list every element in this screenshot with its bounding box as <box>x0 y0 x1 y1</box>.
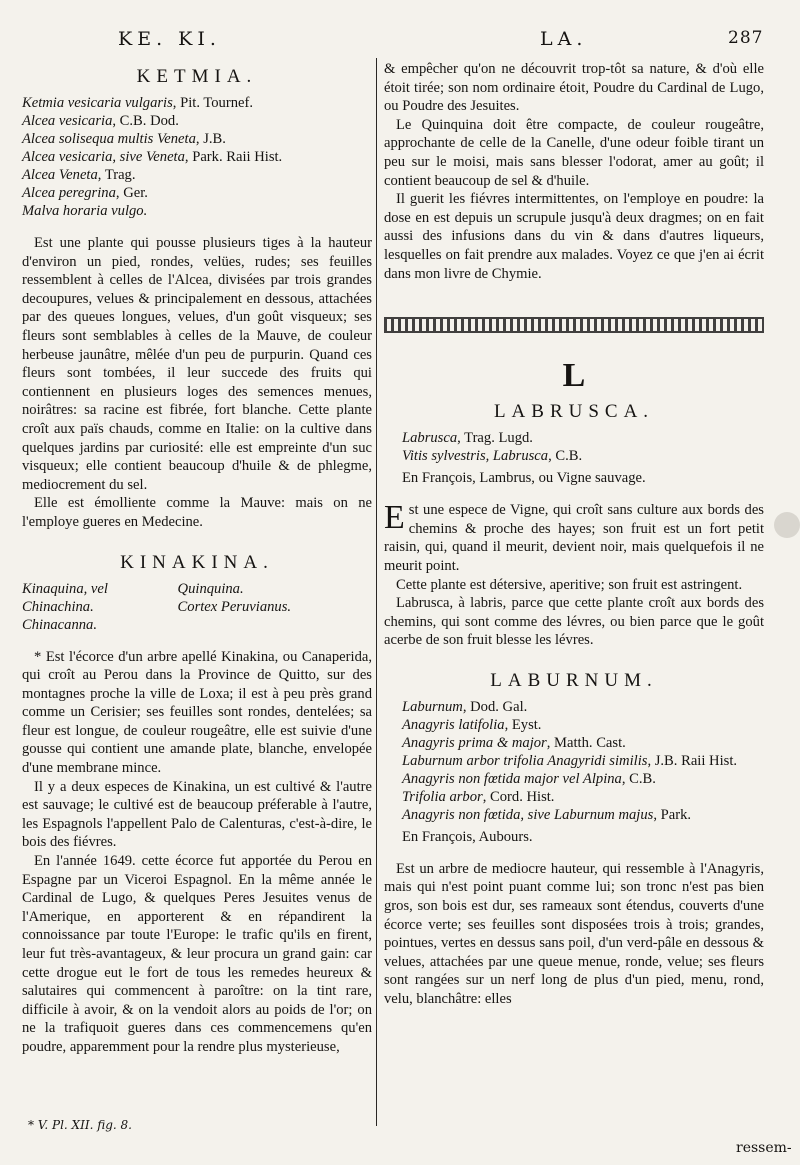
synonym-line: Anagyris non fœtida major vel Alpina, C.B. <box>402 770 656 787</box>
synonym-line: Alcea Veneta, Trag. <box>22 167 136 183</box>
entry-title-labrusca: LABRUSCA. <box>493 401 655 423</box>
synonym-line: Vitis sylvestris, Labrusca, C.B. <box>402 448 583 465</box>
labrusca-properties: Cette plante est détersive, aperitive; son fruit est astringent. <box>396 576 743 593</box>
synonym-line: Anagyris latifolia, Eyst. <box>402 716 542 733</box>
header-left: KE. KI. <box>118 28 221 50</box>
drop-cap: E <box>384 499 405 537</box>
synonym-line: Ketmia vesicaria vulgaris, Pit. Tournef. <box>22 95 253 111</box>
entry-title-ketmia: KETMIA. <box>136 66 258 87</box>
footnote: * V. Pl. XII. fig. 8. <box>28 1118 132 1132</box>
catchword: ressem- <box>736 1140 792 1156</box>
synonym-line: Alcea vesicaria, sive Veneta, Park. Raii Hist. <box>22 149 283 165</box>
ketmia-synonyms <box>22 94 372 220</box>
quinquina-quality: Le Quinquina doit être compacte, de couleur rougeâtre, approchante de celle de la Canelle, d'une odeur foible tirant un peu sur le moisi, mais sans blesser l'odorat, amer au goût; il contient beaucoup de sel & d'huile. <box>384 116 764 189</box>
labrusca-etymology: Labrusca, à labris, parce que cette plante croît aux bords des chemins, qui sont comme des lévres, ou bien parce que le goût acerbe de son fruit blesse les lévres. <box>384 595 764 649</box>
left-column <box>22 60 372 1057</box>
synonym-line: Labrusca, Trag. Lugd. <box>402 430 533 447</box>
labrusca-description: Est une espece de Vigne, qui croît sans culture aux bords des chemins & proche des hayes; son fruit est un fort petit raisin, qui, quand il meurit, devient noir, mais quelquefois il ne meurit point. <box>384 499 764 574</box>
header-middle: LA. <box>540 28 588 50</box>
entry-title-laburnum: LABURNUM. <box>490 669 658 691</box>
page-blot <box>774 512 800 538</box>
laburnum-synonyms <box>384 698 764 846</box>
synonym-line: Anagyris prima & major, Matth. Cast. <box>402 734 626 751</box>
ketmia-description: Est une plante qui pousse plusieurs tiges à la hauteur d'environ un pied, rondes, velües, rudes; ses feuilles ressemblent à celles de l'Alcea, divisées par trois grandes decoupures, velues & principalement en dessous, attachées par des queues longues, velues, d'un goût visqueux; ses fleurs sont semblables à celles de la Mauve, de couleur herbeuse jaunâtre, mêlée d'un peu de purpurin. Quand ces fleurs sont tombées, il leur succede des fruits qui contiennent en plusieurs loges des semences menues, noirâtres: sa racine est fibrée, fort blanche. Cette plante croît aux païs chauds, comme en Italie: on la cultive dans quelques jardins par curiosité: elle est empreinte d'un suc visqueux; elle contient beaucoup d'huile & de phlegme, mediocrement du sel. <box>22 235 372 493</box>
section-letter: L <box>562 357 586 395</box>
right-column <box>384 60 764 1009</box>
synonym-line: Malva horaria vulgo. <box>22 203 148 219</box>
synonym-line: Alcea vesicaria, C.B. Dod. <box>22 113 179 129</box>
synonym-line: Laburnum, Dod. Gal. <box>402 698 528 715</box>
laburnum-description: Est un arbre de mediocre hauteur, qui ressemble à l'Anagyris, mais qui n'est point puant comme lui; son tronc n'est pas bien gros, son bois est dur, ses rameaux sont étendus, couverts d'une écorce verte; ses feuilles sont disposées trois à trois; grandes, pointues, vertes en dessus sans poil, d'un verd-pâle en dessous & velues, attachées par une queue menue, ronde, velue; ses fleurs sont rangées sur un nerf long de plus d'un pied, menu, rond, velu, blanchâtre: elles <box>384 860 764 1008</box>
quinquina-uses: Il guerit les fiévres intermittentes, on l'employe en poudre: la dose en est depuis un scrupule jusqu'à deux dragmes; on en fait aussi des infusions dans du vin & dans d'autres liqueurs, lesquelles on fait prendre aux malades. Voyez ce que j'en ai écrit dans mon livre de Chymie. <box>384 191 764 282</box>
ornamental-divider <box>384 317 764 333</box>
synonym-line: Alcea peregrina, Ger. <box>22 185 148 201</box>
synonym-line: Alcea solisequa multis Veneta, J.B. <box>22 131 226 147</box>
kinakina-continuation: & empêcher qu'on ne découvrit trop-tôt sa nature, & d'où elle étoit tirée; son nom ordinaire étoit, Poudre du Cardinal de Lugo, ou Poudre des Jesuites. <box>384 61 764 115</box>
synonym-line: Anagyris non fœtida, sive Laburnum majus, Park. <box>402 806 692 823</box>
kinakina-synonyms: Kinaquina, vel Quinquina. Chinachina. Cortex Peruvianus. Chinacanna. <box>22 580 292 633</box>
french-name: En François, Aubours. <box>402 828 533 845</box>
synonym-line: Laburnum arbor trifolia Anagyridi similis, J.B. Raii Hist. <box>402 752 738 769</box>
labrusca-synonyms <box>384 429 764 487</box>
page-number: 287 <box>728 28 764 48</box>
kinakina-history: En l'année 1649. cette écorce fut apportée du Perou en Espagne par un Viceroi Espagnol. En la même année le Cardinal de Lugo, & quelques Peres Jesuites venus de l'Amerique, en apporterent & en répandirent la connoissance par toute l'Europe: le trafic qu'ils en firent, leur fut très-avantageux, & leur procura un grand gain: car cette drogue eut le fort de tous les remedes heureux & salutaires qui commencent à paroître: on la tint rare, difficile à avoir, & on la vendoit alors au poids de l'or; on ne la trafiquoit gueres dans ces commencemens qu'en poudre, apparemment pour la rendre plus mysterieuse, <box>22 853 372 1055</box>
kinakina-description: * Est l'écorce d'un arbre apellé Kinakina, ou Canaperida, qui croît au Perou dans la Province de Quitto, sur des montagnes proche la ville de Loxa; il est à peu près grand comme un Cerisier; ses feuilles sont rondes, dentelées; sa fleur est longue, de couleur rougeâtre, elle est suivie d'une gousse qui contient une amande plate, blanche, envelopée d'une membrane mince. <box>22 648 372 777</box>
column-divider <box>376 58 377 1126</box>
synonym-line: Trifolia arbor, Cord. Hist. <box>402 788 555 805</box>
entry-title-kinakina: KINAKINA. <box>120 551 274 573</box>
running-header <box>0 28 800 54</box>
ketmia-usage: Elle est émolliente comme la Mauve: mais on ne l'employe gueres en Medecine. <box>22 495 372 530</box>
french-name: En François, Lambrus, ou Vigne sauvage. <box>402 470 646 487</box>
kinakina-species: Il y a deux especes de Kinakina, un est cultivé & l'autre est sauvage; le cultivé est de beaucoup préferable à l'autre, les Espagnols l'appellent Palo de Calenturas, c'est-à-dire, le bois des fiévres. <box>22 778 372 851</box>
